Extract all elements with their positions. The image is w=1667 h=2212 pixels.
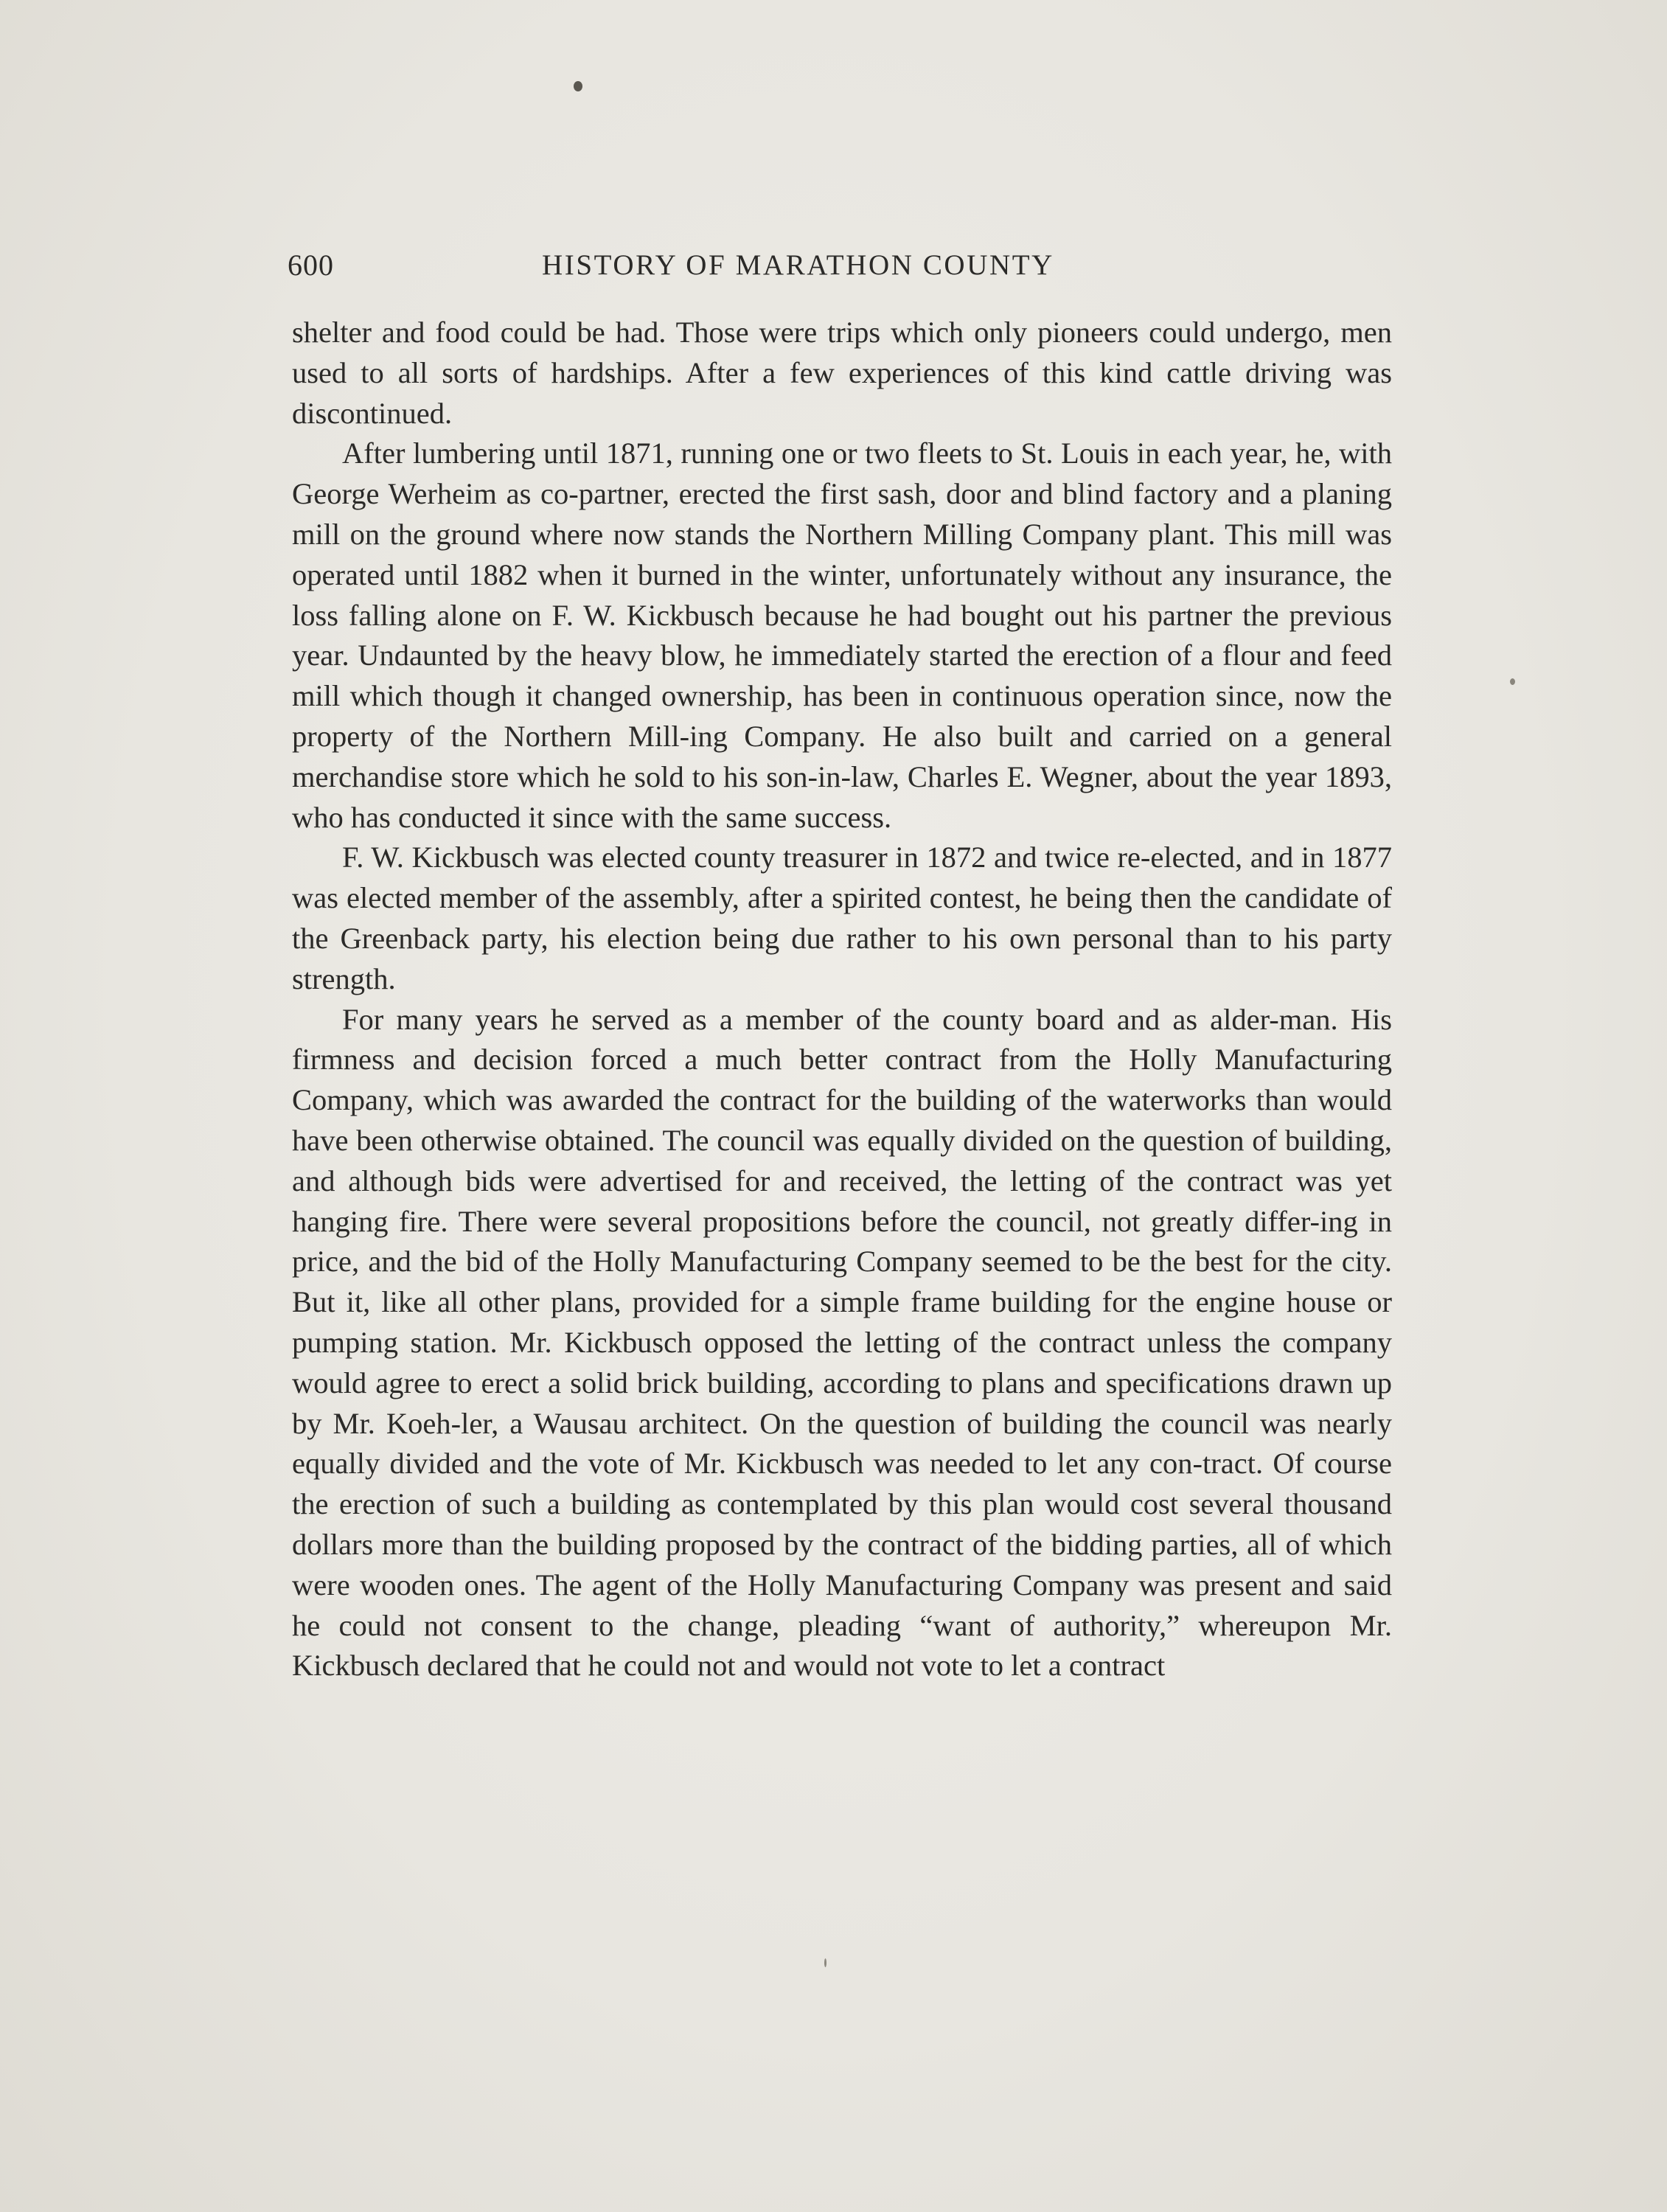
ink-speck bbox=[1510, 678, 1515, 685]
paragraph: F. W. Kickbusch was elected county treasurer in 1872 and twice re-elected, and in 1877 was elected member of the assembly, after a spirited contest, he being then the candidate of the Greenback party, his election being due rather to his own personal than to his party strength. bbox=[292, 841, 1392, 995]
paragraph: After lumbering until 1871, running one or two fleets to St. Louis in each year, he, with George Werheim as co-partner, erected the first sash, door and blind factory and a planing mill on the ground where now stands the Northern Milling Company plant. This mill was operated until 1882 when it burned in the winter, unfortunately without any insurance, the loss falling alone on F. W. Kickbusch because he had bought out his partner the previous year. Undaunted by the heavy blow, he immediately started the erection of a flour and feed mill which though it changed ownership, has been in continuous operation since, now the property of the Northern Mill-ing Company. He also built and carried on a general merchandise store which he sold to his son-in-law, Charles E. Wegner, about the year 1893, who has conducted it since with the same success. bbox=[292, 437, 1392, 834]
running-title: HISTORY OF MARATHON COUNTY bbox=[542, 249, 1054, 281]
page-number: 600 bbox=[288, 248, 334, 282]
ink-speck bbox=[574, 81, 582, 91]
body-text bbox=[292, 313, 1392, 1686]
paragraph: shelter and food could be had. Those were trips which only pioneers could undergo, men used to all sorts of hardships. After a few experiences of this kind cattle driving was discontinued. bbox=[292, 316, 1392, 430]
paragraph: For many years he served as a member of the county board and as alder-man. His firmness and decision forced a much better contract from the Holly Manufacturing Company, which was awarded the contract for the building of the waterworks than would have been otherwise obtained. The council was equally divided on the question of building, and although bids were advertised for and received, the letting of the contract was yet hanging fire. There were several propositions before the council, not greatly differ-ing in price, and the bid of the Holly Manufacturing Company seemed to be the best for the city. But it, like all other plans, provided for a simple frame building for the engine house or pumping station. Mr. Kickbusch opposed the letting of the contract unless the company would agree to erect a solid brick building, according to plans and specifications drawn up by Mr. Koeh-ler, a Wausau architect. On the question of building the council was nearly equally divided and the vote of Mr. Kickbusch was needed to let any con-tract. Of course the erection of such a building as contemplated by this plan would cost several thousand dollars more than the building proposed by the contract of the bidding parties, all of which were wooden ones. The agent of the Holly Manufacturing Company was present and said he could not consent to the change, pleading “want of authority,” whereupon Mr. Kickbusch declared that he could not and would not vote to let a contract bbox=[292, 1002, 1392, 1683]
running-header bbox=[288, 243, 1393, 288]
ink-speck bbox=[824, 1958, 826, 1967]
